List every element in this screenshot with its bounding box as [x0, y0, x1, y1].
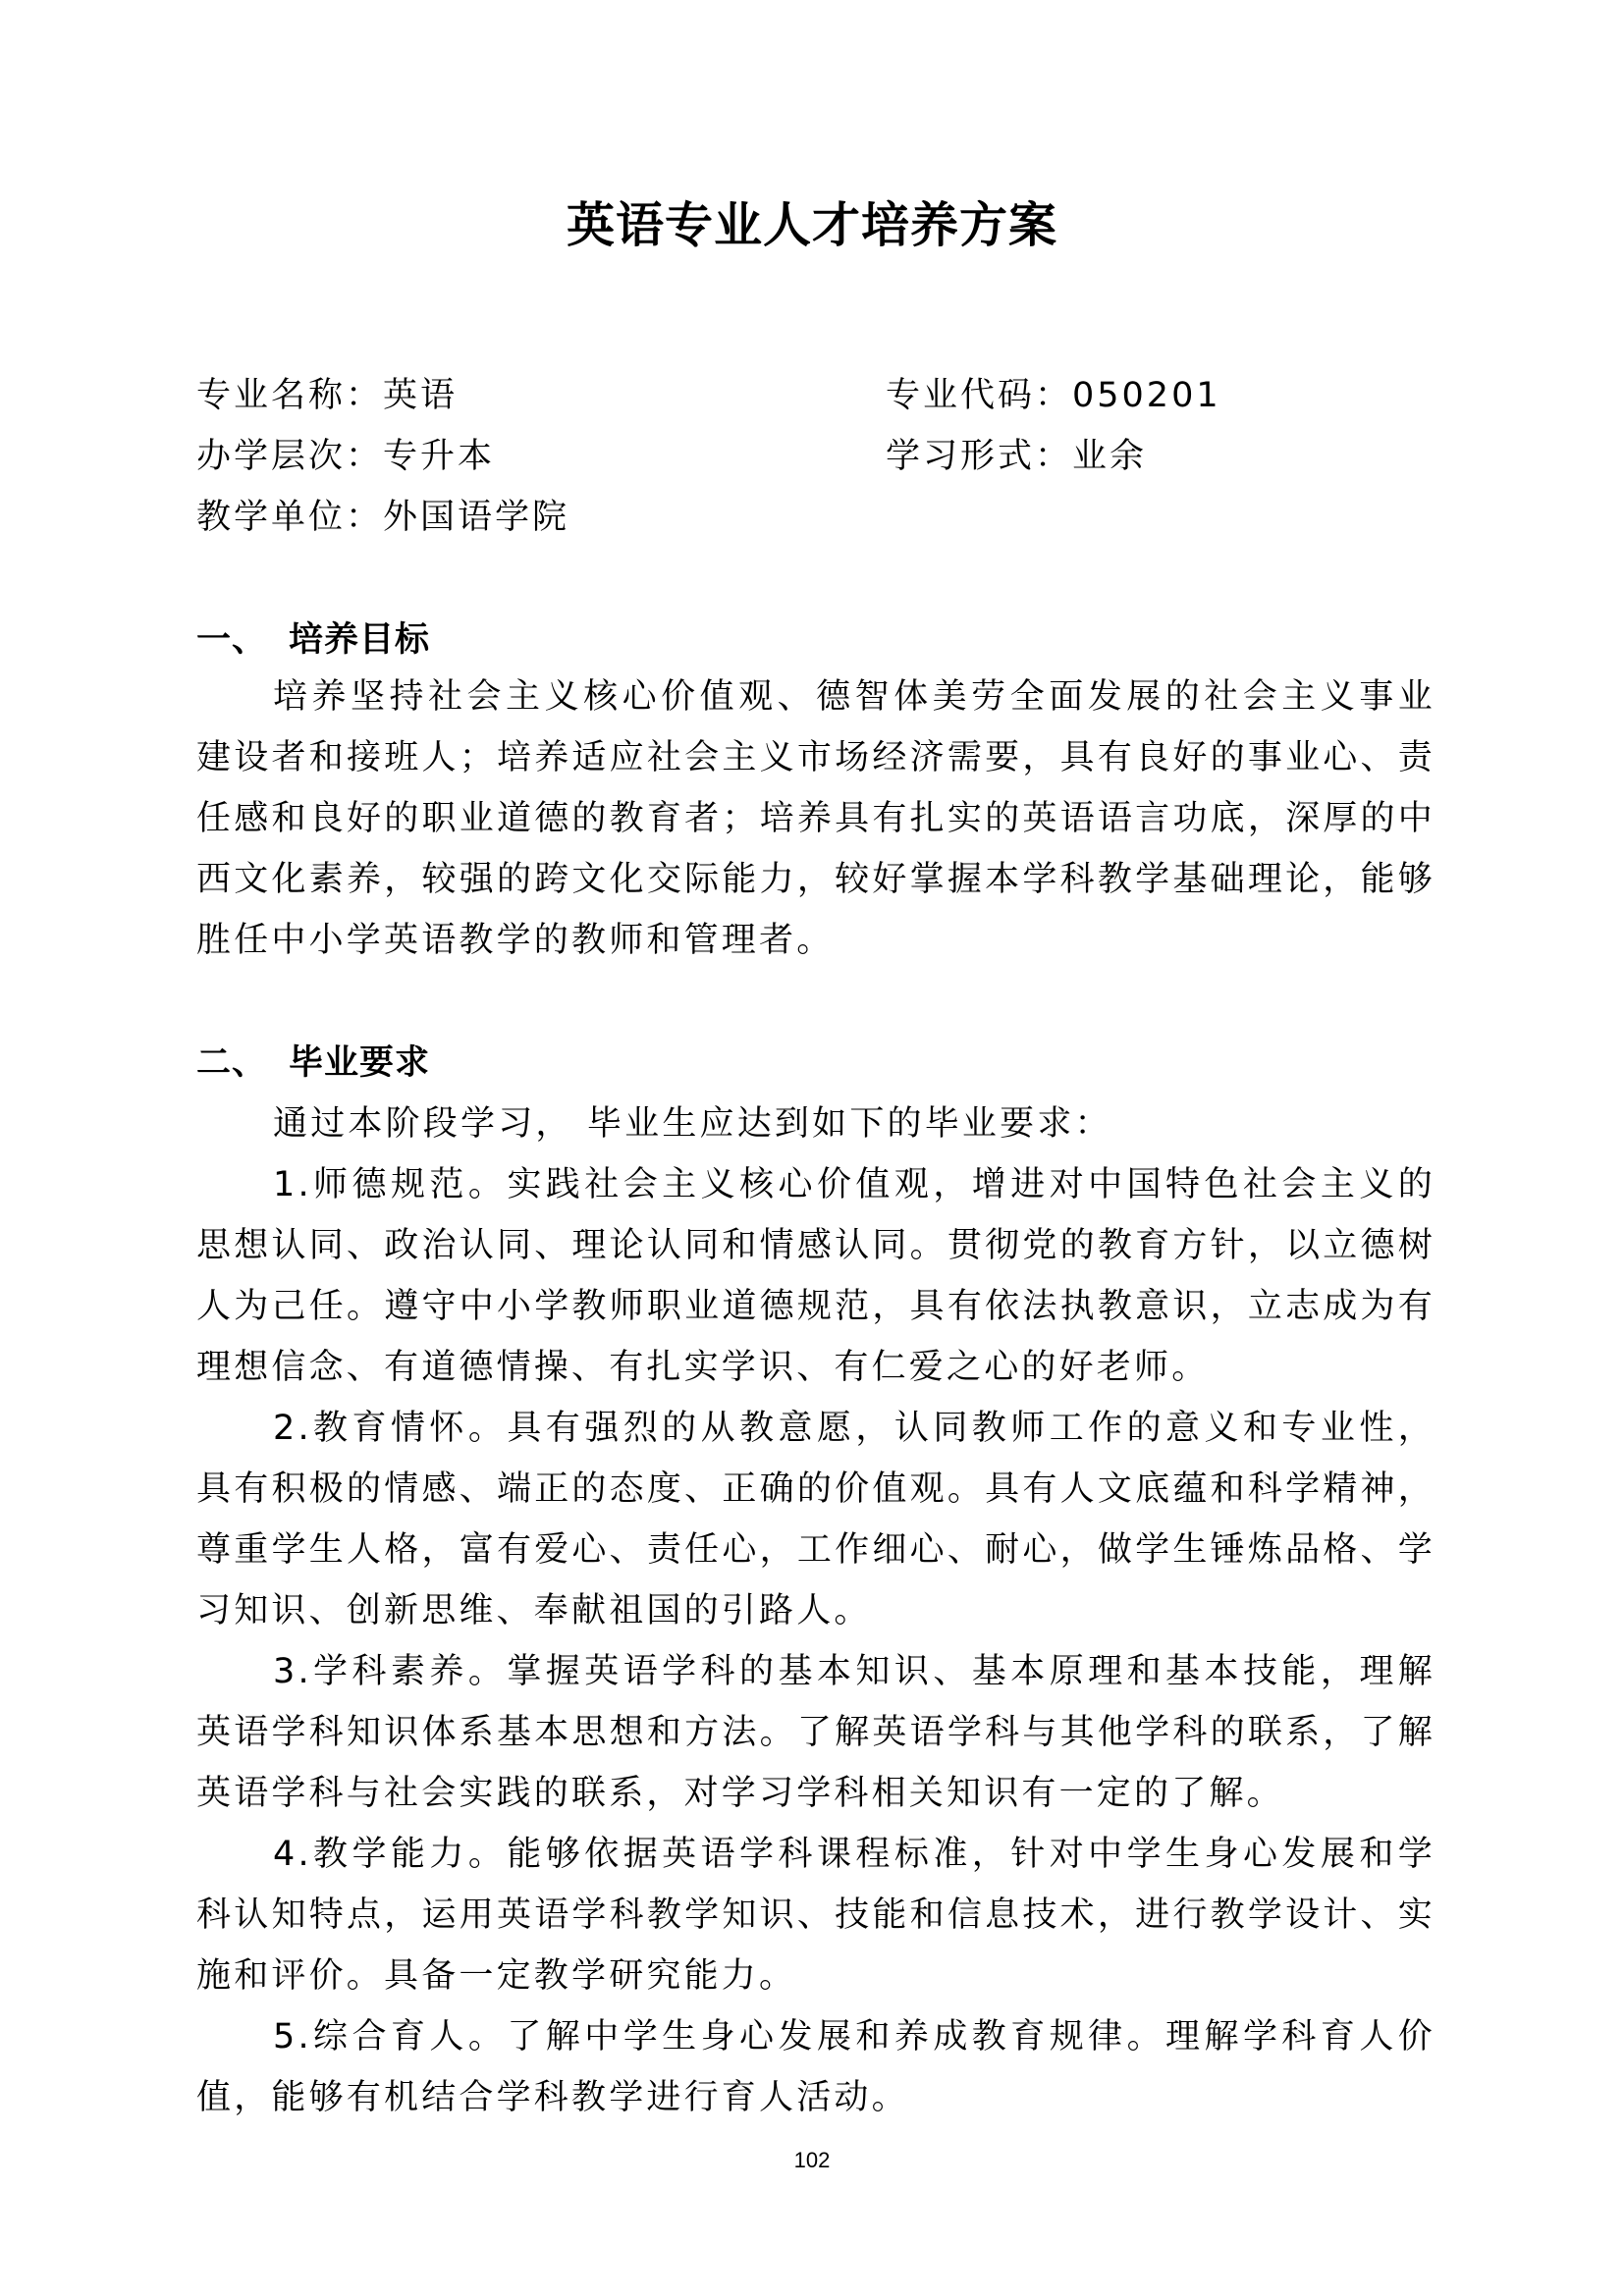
paragraph: 培养坚持社会主义核心价值观、德智体美劳全面发展的社会主义事业建设者和接班人；培养适应社会主义市场经济需要，具有良好的事业心、责任感和良好的职业道德的教育者；培养具有扎实的英语语言功底，深厚的中西文化素养，较强的跨文化交际能力，较好掌握本学科教学基础理论，能够胜任中小学英语教学的教师和管理者。 — [196, 677, 1435, 960]
section-title: 毕业要求 — [289, 1043, 431, 1083]
page-title: 英语专业人才培养方案 — [566, 197, 1057, 253]
page-number: 102 — [793, 2148, 831, 2172]
section-number: 一、 — [196, 620, 268, 660]
section-body-objectives — [196, 667, 1435, 971]
meta-row-3 — [196, 487, 1453, 548]
section-body-requirements — [196, 1094, 1435, 2128]
meta-row-2 — [196, 426, 1453, 487]
paragraph-ethics: 1.师德规范。实践社会主义核心价值观，增进对中国特色社会主义的思想认同、政治认同、理论认同和情感认同。贯彻党的教育方针，以立德树人为己任。遵守中小学教师职业道德规范，具有依法执教意识，立志成为有理想信念、有道德情操、有扎实学识、有仁爱之心的好老师。 — [196, 1165, 1435, 1387]
paragraph-comprehensive-education: 5.综合育人。了解中学生身心发展和养成教育规律。理解学科育人价值，能够有机结合学科教学进行育人活动。 — [196, 2017, 1435, 2117]
section-number: 二、 — [196, 1043, 268, 1083]
section-title: 培养目标 — [289, 620, 431, 660]
section-heading-objectives — [196, 610, 1434, 670]
major-name: 专业名称：英语 — [196, 376, 459, 415]
education-level: 办学层次：专升本 — [196, 437, 496, 476]
teaching-unit: 教学单位：外国语学院 — [196, 498, 570, 537]
paragraph-education-passion: 2.教育情怀。具有强烈的从教意愿，认同教师工作的意义和专业性，具有积极的情感、端正的态度、正确的价值观。具有人文底蕴和科学精神，尊重学生人格，富有爱心、责任心，工作细心、耐心，做学生锤炼品格、学习知识、创新思维、奉献祖国的引路人。 — [196, 1409, 1435, 1630]
paragraph-teaching-ability: 4.教学能力。能够依据英语学科课程标准，针对中学生身心发展和学科认知特点，运用英语学科教学知识、技能和信息技术，进行教学设计、实施和评价。具备一定教学研究能力。 — [196, 1835, 1435, 1996]
section-heading-requirements — [196, 1033, 1434, 1094]
study-form: 学习形式：业余 — [886, 437, 1148, 476]
major-code: 专业代码：050201 — [886, 376, 1221, 415]
paragraph-intro: 通过本阶段学习， 毕业生应达到如下的毕业要求： — [273, 1104, 1112, 1144]
paragraph-subject-literacy: 3.学科素养。掌握英语学科的基本知识、基本原理和基本技能，理解英语学科知识体系基本思想和方法。了解英语学科与其他学科的联系，了解英语学科与社会实践的联系，对学习学科相关知识有一定的了解。 — [196, 1652, 1435, 1813]
meta-row-1 — [196, 365, 1453, 426]
